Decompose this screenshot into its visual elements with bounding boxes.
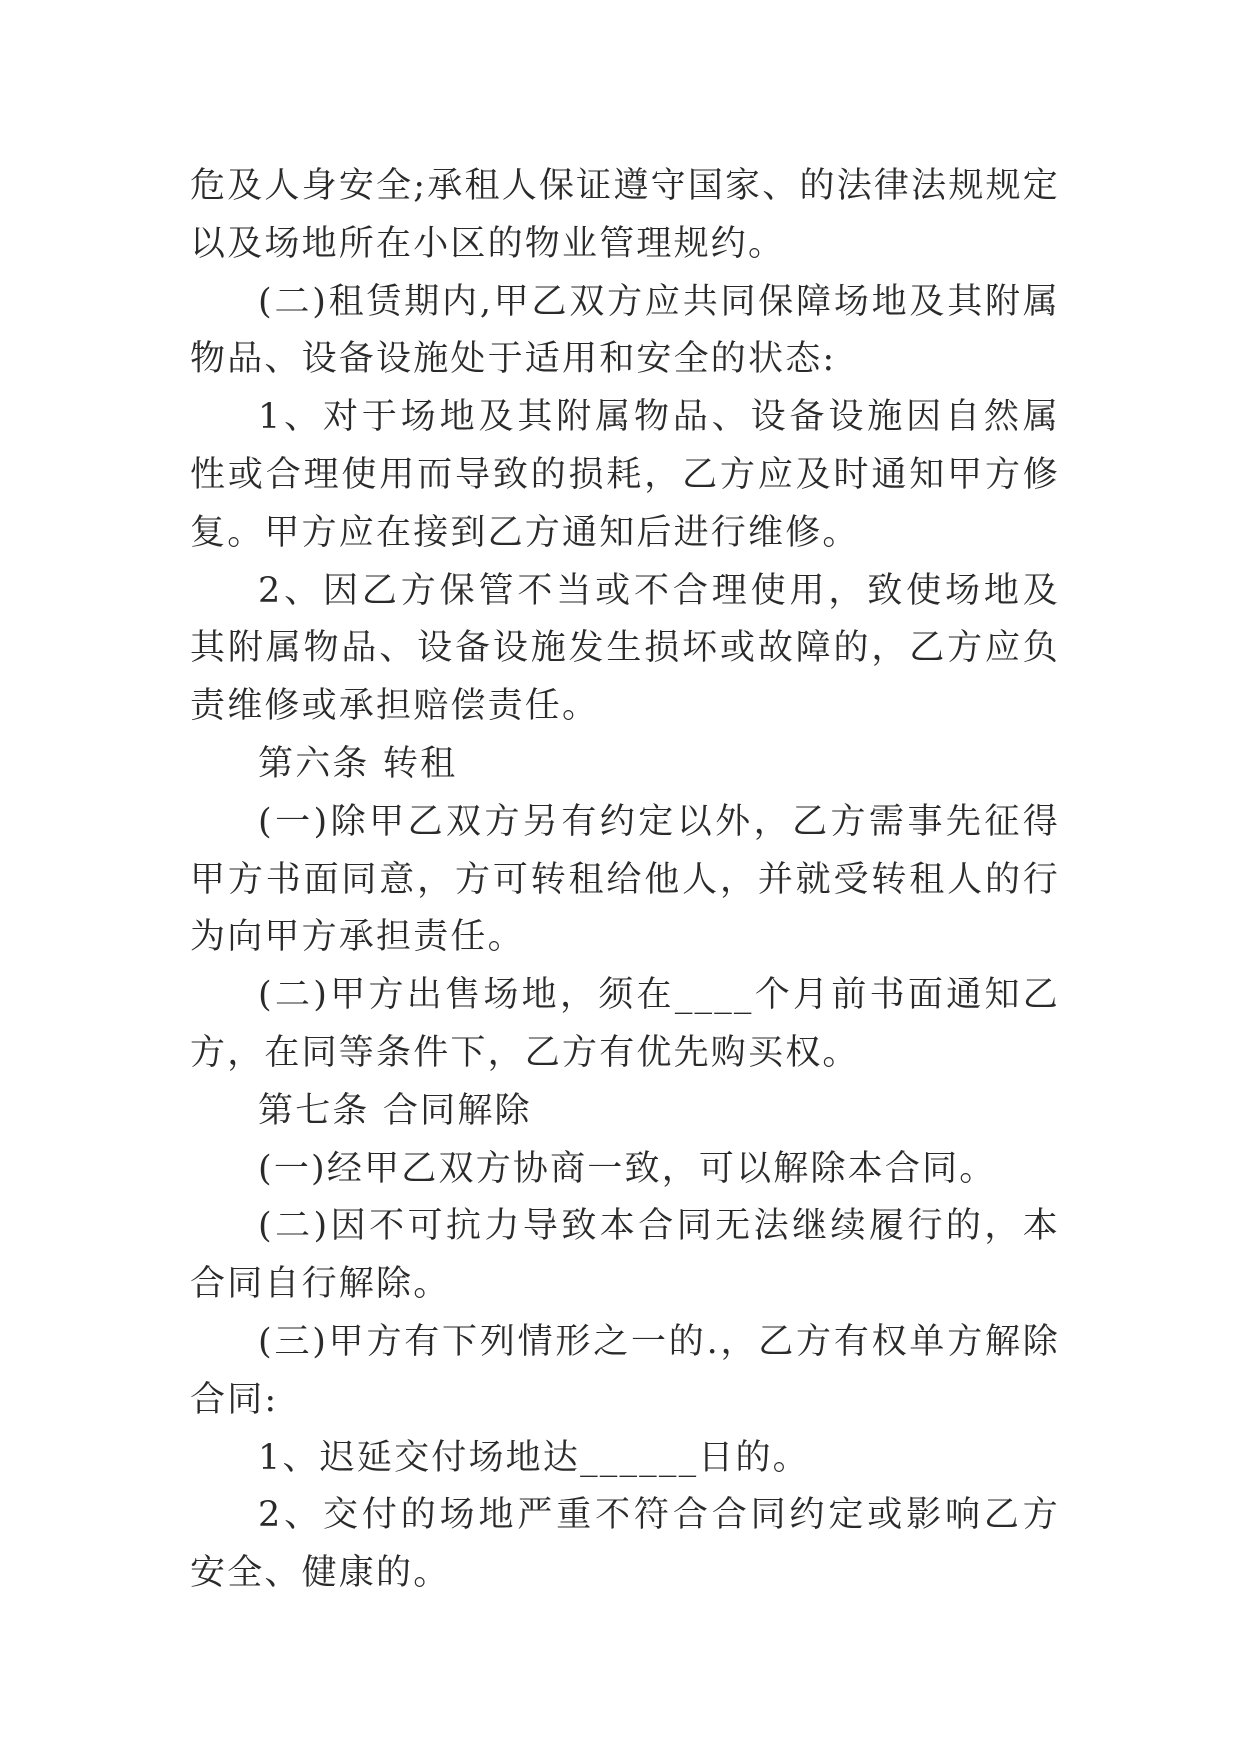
section-heading: 第七条 合同解除 xyxy=(258,1090,532,1131)
section-heading: 第六条 转租 xyxy=(258,743,458,784)
paragraph: 2、交付的场地严重不符合合同约定或影响乙方安全、健康的。 xyxy=(190,1495,1060,1594)
paragraph: (三)甲方有下列情形之一的.，乙方有权单方解除合同: xyxy=(190,1321,1060,1420)
contract-body xyxy=(190,158,1060,1603)
paragraph: 危及人身安全;承租人保证遵守国家、的法律法规规定以及场地所在小区的物业管理规约。 xyxy=(190,166,1060,264)
paragraph: 1、对于场地及其附属物品、设备设施因自然属性或合理使用而导致的损耗，乙方应及时通知甲方修复。甲方应在接到乙方通知后进行维修。 xyxy=(190,397,1060,553)
paragraph: (一)除甲乙双方另有约定以外，乙方需事先征得甲方书面同意，方可转租给他人，并就受转租人的行为向甲方承担责任。 xyxy=(190,801,1060,958)
paragraph: (二)甲方出售场地，须在____个月前书面通知乙方，在同等条件下，乙方有优先购买权。 xyxy=(190,975,1060,1073)
paragraph: (二)租赁期内,甲乙双方应共同保障场地及其附属物品、设备设施处于适用和安全的状态: xyxy=(190,281,1060,380)
paragraph: (二)因不可抗力导致本合同无法继续履行的，本合同自行解除。 xyxy=(190,1206,1060,1305)
paragraph: 1、迟延交付场地达______日的。 xyxy=(258,1437,810,1478)
paragraph: (一)经甲乙双方协商一致，可以解除本合同。 xyxy=(258,1148,997,1189)
paragraph: 2、因乙方保管不当或不合理使用，致使场地及其附属物品、设备设施发生损坏或故障的，乙方应负责维修或承担赔偿责任。 xyxy=(190,570,1060,727)
